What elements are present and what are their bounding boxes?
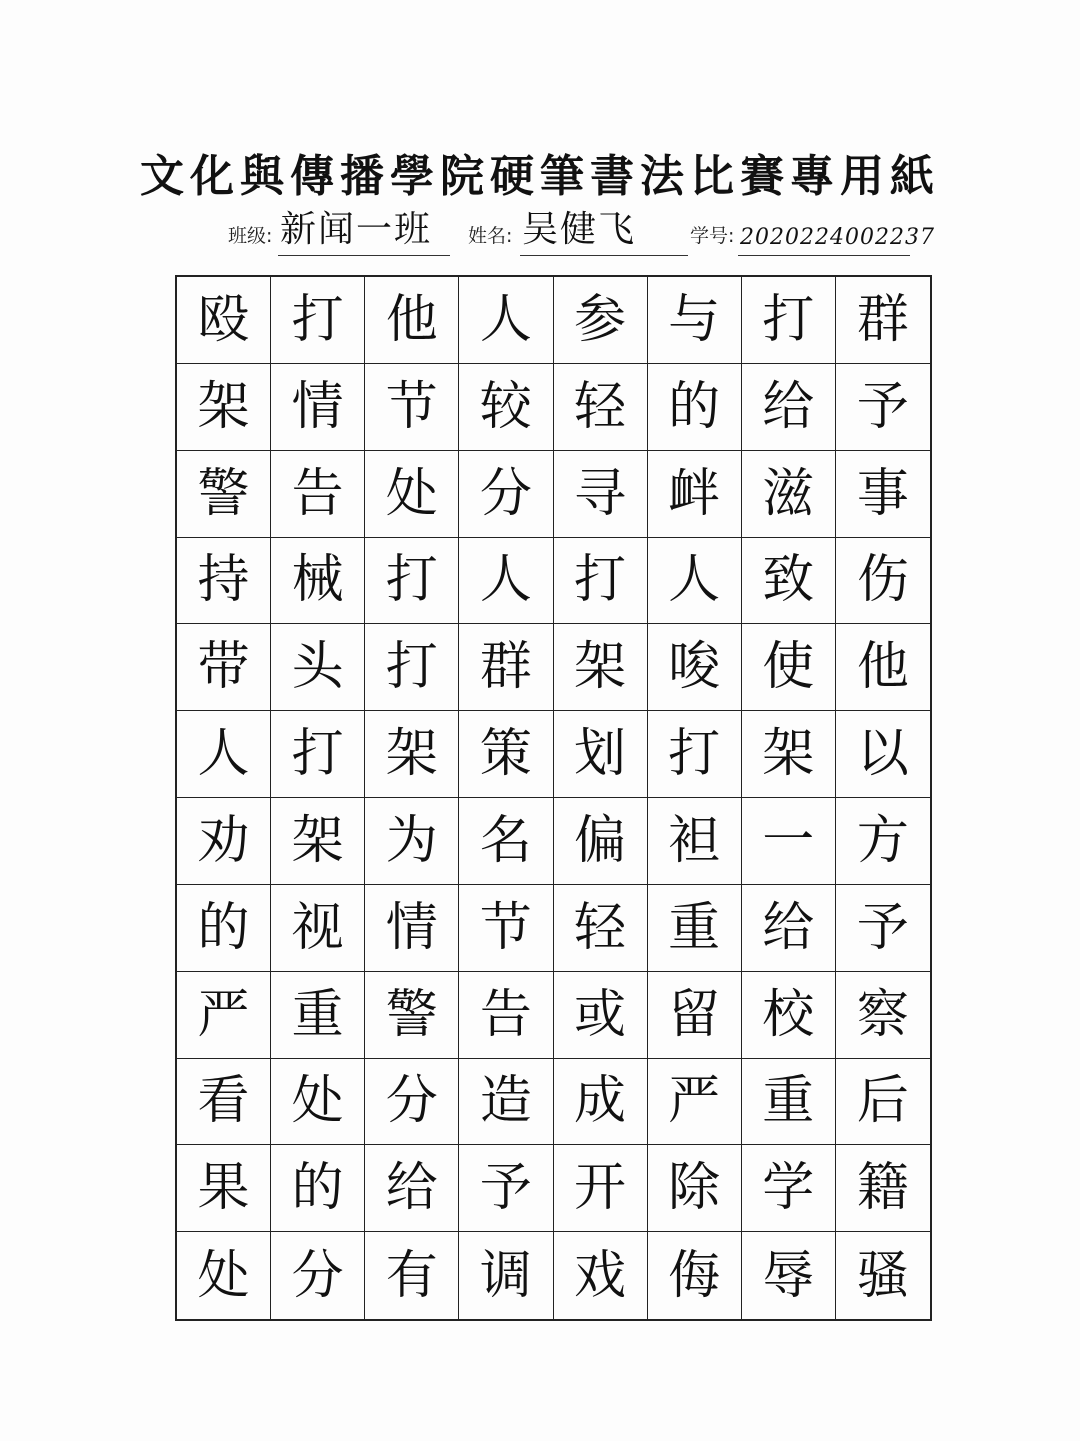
grid-cell: 校 — [742, 972, 836, 1059]
grid-cell: 以 — [836, 711, 930, 798]
grid-cell: 唆 — [648, 624, 742, 711]
grid-cell: 打 — [271, 277, 365, 364]
grid-cell: 分 — [459, 451, 553, 538]
grid-cell: 给 — [365, 1145, 459, 1232]
page-title: 文化與傳播學院硬筆書法比賽專用紙 — [140, 151, 940, 202]
name-underline — [520, 255, 688, 256]
grid-cell: 打 — [648, 711, 742, 798]
grid-cell: 殴 — [177, 277, 271, 364]
grid-cell: 调 — [459, 1232, 553, 1319]
student-id-label: 学号: — [690, 225, 735, 247]
grid-cell: 劝 — [177, 798, 271, 885]
grid-cell: 的 — [271, 1145, 365, 1232]
grid-cell: 果 — [177, 1145, 271, 1232]
grid-cell: 侮 — [648, 1232, 742, 1319]
grid-cell: 打 — [365, 538, 459, 625]
grid-cell: 人 — [459, 277, 553, 364]
class-underline — [278, 255, 450, 256]
grid-cell: 的 — [177, 885, 271, 972]
grid-cell: 架 — [177, 364, 271, 451]
grid-cell: 轻 — [554, 364, 648, 451]
grid-cell: 人 — [177, 711, 271, 798]
grid-cell: 处 — [177, 1232, 271, 1319]
grid-cell: 视 — [271, 885, 365, 972]
grid-cell: 节 — [365, 364, 459, 451]
grid-cell: 分 — [365, 1059, 459, 1146]
grid-cell: 打 — [742, 277, 836, 364]
grid-cell: 情 — [271, 364, 365, 451]
grid-cell: 予 — [459, 1145, 553, 1232]
grid-cell: 看 — [177, 1059, 271, 1146]
student-info-row — [228, 200, 935, 260]
grid-cell: 打 — [554, 538, 648, 625]
grid-cell: 人 — [459, 538, 553, 625]
grid-cell: 他 — [365, 277, 459, 364]
grid-cell: 告 — [459, 972, 553, 1059]
grid-cell: 群 — [459, 624, 553, 711]
grid-cell: 警 — [177, 451, 271, 538]
grid-cell: 予 — [836, 885, 930, 972]
class-label: 班级: — [228, 225, 273, 247]
grid-cell: 严 — [177, 972, 271, 1059]
grid-cell: 群 — [836, 277, 930, 364]
grid-cell: 伤 — [836, 538, 930, 625]
student-id-value: 2020224002237 — [740, 225, 935, 250]
grid-cell: 戏 — [554, 1232, 648, 1319]
grid-cell: 严 — [648, 1059, 742, 1146]
grid-cell: 架 — [365, 711, 459, 798]
grid-cell: 械 — [271, 538, 365, 625]
grid-cell: 后 — [836, 1059, 930, 1146]
name-value: 吴健飞 — [522, 209, 637, 250]
grid-cell: 打 — [365, 624, 459, 711]
grid-cell: 一 — [742, 798, 836, 885]
student-id-field — [690, 200, 935, 260]
grid-cell: 衅 — [648, 451, 742, 538]
grid-cell: 情 — [365, 885, 459, 972]
grid-cell: 籍 — [836, 1145, 930, 1232]
character-grid — [175, 275, 932, 1321]
grid-cell: 给 — [742, 364, 836, 451]
grid-cell: 架 — [742, 711, 836, 798]
grid-cell: 寻 — [554, 451, 648, 538]
grid-cell: 处 — [271, 1059, 365, 1146]
grid-cell: 留 — [648, 972, 742, 1059]
grid-cell: 给 — [742, 885, 836, 972]
grid-cell: 与 — [648, 277, 742, 364]
grid-cell: 除 — [648, 1145, 742, 1232]
grid-cell: 的 — [648, 364, 742, 451]
name-field — [468, 200, 688, 260]
grid-cell: 名 — [459, 798, 553, 885]
grid-cell: 袒 — [648, 798, 742, 885]
grid-cell: 予 — [836, 364, 930, 451]
class-field — [228, 200, 458, 260]
grid-cell: 架 — [554, 624, 648, 711]
grid-cell: 打 — [271, 711, 365, 798]
grid-cell: 事 — [836, 451, 930, 538]
grid-cell: 分 — [271, 1232, 365, 1319]
grid-cell: 头 — [271, 624, 365, 711]
grid-cell: 处 — [365, 451, 459, 538]
grid-cell: 使 — [742, 624, 836, 711]
name-label: 姓名: — [468, 225, 513, 247]
grid-cell: 重 — [648, 885, 742, 972]
class-value: 新闻一班 — [280, 209, 433, 250]
grid-cell: 他 — [836, 624, 930, 711]
grid-cell: 警 — [365, 972, 459, 1059]
grid-cell: 轻 — [554, 885, 648, 972]
grid-cell: 开 — [554, 1145, 648, 1232]
grid-cell: 或 — [554, 972, 648, 1059]
grid-cell: 人 — [648, 538, 742, 625]
grid-cell: 察 — [836, 972, 930, 1059]
grid-cell: 致 — [742, 538, 836, 625]
grid-cell: 成 — [554, 1059, 648, 1146]
grid-cell: 辱 — [742, 1232, 836, 1319]
grid-cell: 节 — [459, 885, 553, 972]
grid-cell: 骚 — [856, 1245, 909, 1306]
grid-cell: 偏 — [554, 798, 648, 885]
grid-cell: 重 — [742, 1059, 836, 1146]
grid-cell: 较 — [459, 364, 553, 451]
grid-cell: 学 — [742, 1145, 836, 1232]
student-id-underline — [738, 255, 910, 256]
grid-cell: 架 — [271, 798, 365, 885]
grid-cell: 重 — [271, 972, 365, 1059]
grid-cell: 划 — [554, 711, 648, 798]
grid-cell: 告 — [271, 451, 365, 538]
grid-cell: 为 — [365, 798, 459, 885]
grid-cell: 方 — [836, 798, 930, 885]
grid-cell: 带 — [177, 624, 271, 711]
grid-cell: 参 — [554, 277, 648, 364]
grid-cell: 策 — [459, 711, 553, 798]
grid-cell: 持 — [177, 538, 271, 625]
grid-cell: 有 — [365, 1232, 459, 1319]
grid-cell: 滋 — [742, 451, 836, 538]
grid-cell: 造 — [459, 1059, 553, 1146]
